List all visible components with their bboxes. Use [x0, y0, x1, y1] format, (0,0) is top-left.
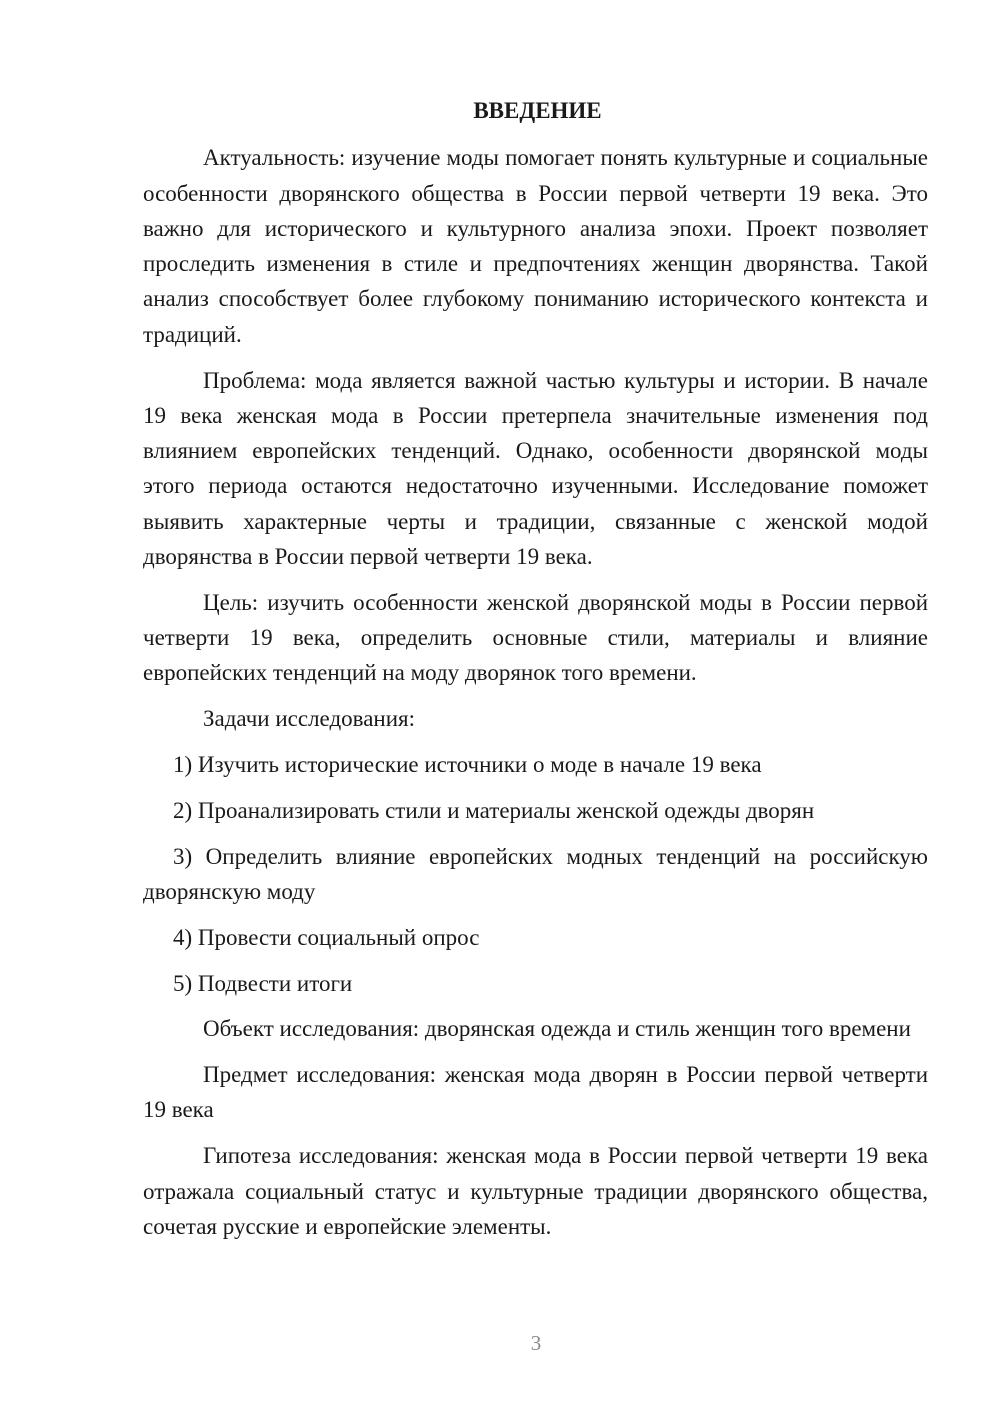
task-item-4: 4) Провести социальный опрос — [173, 924, 480, 950]
task-item-2: 2) Проанализировать стили и материалы женской одежды дворян — [173, 797, 815, 823]
subject-paragraph: Предмет исследования: женская мода дворян в России первой четверти 19 века — [143, 1062, 928, 1123]
page-number: 3 — [530, 1331, 542, 1355]
goal-paragraph: Цель: изучить особенности женской дворянской моды в России первой четверти 19 века, определить основные стили, материалы и влияние европейских тенденций на моду дворянок того времени. — [143, 589, 928, 686]
task-item-5: 5) Подвести итоги — [173, 970, 353, 996]
task-item-1: 1) Изучить исторические источники о моде в начале 19 века — [173, 752, 762, 778]
relevance-paragraph: Актуальность: изучение моды помогает понять культурные и социальные особенности дворянского общества в России первой четверти 19 века. Это важно для исторического и культурного анализа эпохи. Проект позволяет проследить изменения в стиле и предпочтениях женщин дворянства. Такой анализ способствует более глубокому пониманию исторического контекста и традиций. — [143, 145, 928, 347]
object-paragraph: Объект исследования: дворянская одежда и стиль женщин того времени — [203, 1016, 911, 1042]
tasks-heading: Задачи исследования: — [203, 706, 416, 732]
hypothesis-paragraph: Гипотеза исследования: женская мода в России первой четверти 19 века отражала социальный статус и культурные традиции дворянского общества, сочетая русские и европейские элементы. — [143, 1143, 928, 1239]
section-title: ВВЕДЕНИЕ — [473, 98, 602, 123]
task-item-3: 3) Определить влияние европейских модных тенденций на российскую дворянскую моду — [143, 843, 928, 904]
problem-paragraph: Проблема: мода является важной частью культуры и истории. В начале 19 века женская мода в России претерпела значительные изменения под влиянием европейских тенденций. Однако, особенности дворянской моды этого периода остаются недостаточно изученными. Исследование поможет выявить характерные черты и традиции, связанные с женской модой дворянства в России первой четверти 19 века. — [143, 367, 928, 570]
